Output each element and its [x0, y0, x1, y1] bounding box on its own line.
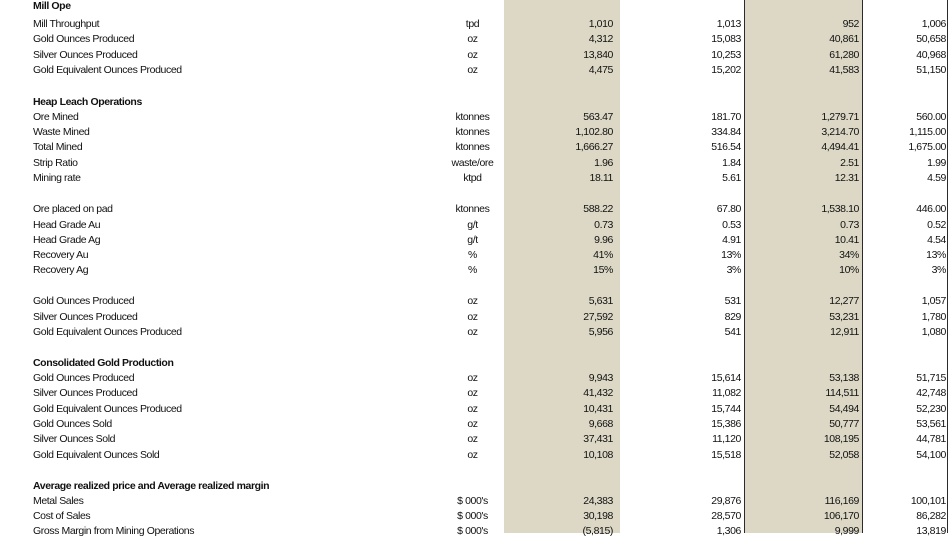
- table-row: [0, 125, 950, 139]
- value-cell: 40,861: [829, 33, 859, 45]
- value-cell: 54,494: [829, 403, 859, 415]
- value-cell: 13,840: [583, 49, 613, 61]
- value-cell: 24,383: [583, 495, 613, 507]
- value-cell: 15,744: [711, 403, 741, 415]
- value-cell: 53,561: [916, 418, 946, 430]
- row-unit: $ 000's: [457, 495, 488, 507]
- value-cell: 67.80: [716, 203, 741, 215]
- value-cell: 61,280: [829, 49, 859, 61]
- value-cell: 1.84: [722, 157, 741, 169]
- section-header: [0, 479, 950, 493]
- row-unit: oz: [467, 433, 478, 445]
- table-row: [0, 310, 950, 324]
- row-unit: ktonnes: [455, 126, 490, 138]
- value-cell: 10,431: [583, 403, 613, 415]
- table-row: [0, 218, 950, 232]
- value-cell: 4,312: [588, 33, 613, 45]
- value-cell: 0.73: [840, 219, 859, 231]
- row-unit: ktonnes: [455, 203, 490, 215]
- row-unit: %: [468, 264, 477, 276]
- value-cell: 37,431: [583, 433, 613, 445]
- row-label: Silver Ounces Produced: [33, 49, 138, 61]
- row-label: Mill Throughput: [33, 18, 100, 30]
- row-label: Recovery Au: [33, 249, 89, 261]
- row-unit: g/t: [467, 219, 478, 231]
- value-cell: 52,058: [829, 449, 859, 461]
- row-unit: oz: [467, 418, 478, 430]
- value-cell: 9,668: [588, 418, 613, 430]
- value-cell: 13%: [926, 249, 946, 261]
- value-cell: 15,614: [711, 372, 741, 384]
- value-cell: 12,277: [829, 295, 859, 307]
- value-cell: 34%: [839, 249, 859, 261]
- value-cell: 10%: [839, 264, 859, 276]
- row-unit: %: [468, 249, 477, 261]
- table-row: [0, 509, 950, 523]
- value-cell: 1,538.10: [821, 203, 859, 215]
- row-label: Gold Ounces Produced: [33, 372, 135, 384]
- row-unit: oz: [467, 311, 478, 323]
- value-cell: 1.99: [927, 157, 946, 169]
- value-cell: 1,115.00: [909, 126, 946, 138]
- value-cell: 53,138: [829, 372, 859, 384]
- value-cell: 0.52: [927, 219, 946, 231]
- table-row: [0, 386, 950, 400]
- value-cell: 4,494.41: [821, 141, 859, 153]
- table-row: [0, 524, 950, 538]
- value-cell: 15,083: [711, 33, 741, 45]
- value-cell: 541: [724, 326, 741, 338]
- row-label: Consolidated Gold Production: [33, 357, 174, 369]
- value-cell: 1,675.00: [908, 141, 946, 153]
- value-cell: 13,819: [916, 525, 946, 537]
- value-cell: 53,231: [829, 311, 859, 323]
- value-cell: 52,230: [916, 403, 946, 415]
- row-unit: oz: [467, 33, 478, 45]
- row-unit: waste/ore: [451, 157, 494, 169]
- table-row: [0, 110, 950, 124]
- value-cell: 1,080: [921, 326, 946, 338]
- row-label: Gold Equivalent Ounces Produced: [33, 403, 182, 415]
- value-cell: 13%: [721, 249, 741, 261]
- value-cell: 28,570: [711, 510, 741, 522]
- value-cell: 588.22: [583, 203, 613, 215]
- value-cell: 44,781: [916, 433, 946, 445]
- value-cell: 10,253: [711, 49, 741, 61]
- table-row: [0, 233, 950, 247]
- row-label: Recovery Ag: [33, 264, 89, 276]
- row-unit: g/t: [467, 234, 478, 246]
- row-label: Gold Equivalent Ounces Sold: [33, 449, 160, 461]
- value-cell: (5,815): [582, 525, 613, 537]
- value-cell: 15%: [593, 264, 613, 276]
- value-cell: 1,010: [588, 18, 613, 30]
- value-cell: 12.31: [834, 172, 859, 184]
- value-cell: 11,082: [712, 387, 741, 399]
- row-label: Head Grade Ag: [33, 234, 101, 246]
- value-cell: 531: [724, 295, 741, 307]
- row-label: Average realized price and Average realized margin: [33, 480, 270, 492]
- table-row: [0, 63, 950, 77]
- value-cell: 86,282: [916, 510, 946, 522]
- table-row: [0, 156, 950, 170]
- table-row: [0, 17, 950, 31]
- table-row: [0, 248, 950, 262]
- value-cell: 4,475: [588, 64, 613, 76]
- value-cell: 9,999: [834, 525, 859, 537]
- row-unit: oz: [467, 295, 478, 307]
- row-label: Mining rate: [33, 172, 81, 184]
- value-cell: 4.91: [722, 234, 741, 246]
- value-cell: 952: [842, 18, 859, 30]
- value-cell: 829: [724, 311, 741, 323]
- value-cell: 5,956: [588, 326, 613, 338]
- table-row: [0, 140, 950, 154]
- value-cell: 41%: [593, 249, 613, 261]
- table-row: [0, 432, 950, 446]
- value-cell: 30,198: [583, 510, 613, 522]
- value-cell: 563.47: [583, 111, 613, 123]
- value-cell: 1,279.71: [821, 111, 859, 123]
- row-unit: ktonnes: [455, 111, 490, 123]
- value-cell: 560.00: [916, 111, 946, 123]
- value-cell: 4.59: [927, 172, 946, 184]
- row-label: Silver Ounces Produced: [33, 311, 138, 323]
- row-label: Cost of Sales: [33, 510, 91, 522]
- value-cell: 446.00: [916, 203, 946, 215]
- value-cell: 18.11: [589, 172, 613, 184]
- value-cell: 9,943: [588, 372, 613, 384]
- value-cell: 15,386: [711, 418, 741, 430]
- value-cell: 15,518: [711, 449, 741, 461]
- value-cell: 11,120: [712, 433, 741, 445]
- value-cell: 40,968: [916, 49, 946, 61]
- row-label: Heap Leach Operations: [33, 96, 142, 108]
- table-row: [0, 48, 950, 62]
- value-cell: 3%: [931, 264, 946, 276]
- value-cell: 100,101: [910, 495, 946, 507]
- row-unit: $ 000's: [457, 525, 488, 537]
- value-cell: 10.41: [834, 234, 859, 246]
- row-unit: $ 000's: [457, 510, 488, 522]
- row-label: Total Mined: [33, 141, 83, 153]
- row-label: Gold Ounces Produced: [33, 33, 135, 45]
- row-label: Gross Margin from Mining Operations: [33, 525, 195, 537]
- table-row: [0, 371, 950, 385]
- value-cell: 114,511: [825, 387, 859, 399]
- row-label: Head Grade Au: [33, 219, 101, 231]
- row-label: Ore Mined: [33, 111, 79, 123]
- value-cell: 10,108: [583, 449, 613, 461]
- value-cell: 1,057: [921, 295, 946, 307]
- row-label: Gold Equivalent Ounces Produced: [33, 64, 182, 76]
- table-row: [0, 494, 950, 508]
- row-unit: oz: [467, 326, 478, 338]
- value-cell: 54,100: [916, 449, 946, 461]
- value-cell: 3%: [726, 264, 741, 276]
- row-unit: ktpd: [463, 172, 482, 184]
- table-row: [0, 448, 950, 462]
- value-cell: 12,911: [830, 326, 859, 338]
- value-cell: 181.70: [711, 111, 741, 123]
- value-cell: 116,169: [824, 495, 859, 507]
- value-cell: 1,306: [716, 525, 741, 537]
- value-cell: 1,666.27: [575, 141, 613, 153]
- row-label: Waste Mined: [33, 126, 90, 138]
- value-cell: 27,592: [583, 311, 613, 323]
- table-row: [0, 417, 950, 431]
- value-cell: 516.54: [711, 141, 741, 153]
- value-cell: 1,102.80: [575, 126, 613, 138]
- table-row: [0, 263, 950, 277]
- table-row: [0, 202, 950, 216]
- value-cell: 3,214.70: [821, 126, 859, 138]
- row-label: Gold Ounces Produced: [33, 295, 135, 307]
- value-cell: 1,780: [921, 311, 946, 323]
- value-cell: 5.61: [722, 172, 741, 184]
- row-label: Ore placed on pad: [33, 203, 113, 215]
- value-cell: 5,631: [588, 295, 613, 307]
- value-cell: 41,432: [583, 387, 613, 399]
- row-label: Strip Ratio: [33, 157, 78, 169]
- value-cell: 108,195: [823, 433, 859, 445]
- value-cell: 9.96: [594, 234, 613, 246]
- value-cell: 106,170: [823, 510, 859, 522]
- row-label: Metal Sales: [33, 495, 84, 507]
- row-label: Mill Ope: [33, 0, 71, 12]
- value-cell: 0.53: [722, 219, 741, 231]
- row-unit: tpd: [465, 18, 480, 30]
- value-cell: 2.51: [840, 157, 859, 169]
- value-cell: 42,748: [916, 387, 946, 399]
- row-unit: oz: [467, 49, 478, 61]
- row-unit: ktonnes: [455, 141, 490, 153]
- value-cell: 50,777: [829, 418, 859, 430]
- row-label: Silver Ounces Sold: [33, 433, 116, 445]
- row-unit: oz: [467, 64, 478, 76]
- value-cell: 15,202: [711, 64, 741, 76]
- row-label: Gold Ounces Sold: [33, 418, 112, 430]
- table-row: [0, 32, 950, 46]
- value-cell: 51,715: [916, 372, 946, 384]
- row-label: Gold Equivalent Ounces Produced: [33, 326, 182, 338]
- value-cell: 50,658: [916, 33, 946, 45]
- table-row: [0, 325, 950, 339]
- value-cell: 4.54: [927, 234, 946, 246]
- value-cell: 41,583: [829, 64, 859, 76]
- value-cell: 51,150: [916, 64, 946, 76]
- table-row: [0, 402, 950, 416]
- section-header: [0, 95, 950, 109]
- value-cell: 1,013: [716, 18, 741, 30]
- table-row: [0, 294, 950, 308]
- section-header: [0, 0, 950, 13]
- row-unit: oz: [467, 403, 478, 415]
- row-label: Silver Ounces Produced: [33, 387, 138, 399]
- value-cell: 1.96: [594, 157, 613, 169]
- table-row: [0, 171, 950, 185]
- value-cell: 29,876: [711, 495, 741, 507]
- row-unit: oz: [467, 372, 478, 384]
- row-unit: oz: [467, 387, 478, 399]
- value-cell: 0.73: [594, 219, 613, 231]
- section-header: [0, 356, 950, 370]
- row-unit: oz: [467, 449, 478, 461]
- value-cell: 1,006: [921, 18, 946, 30]
- value-cell: 334.84: [711, 126, 741, 138]
